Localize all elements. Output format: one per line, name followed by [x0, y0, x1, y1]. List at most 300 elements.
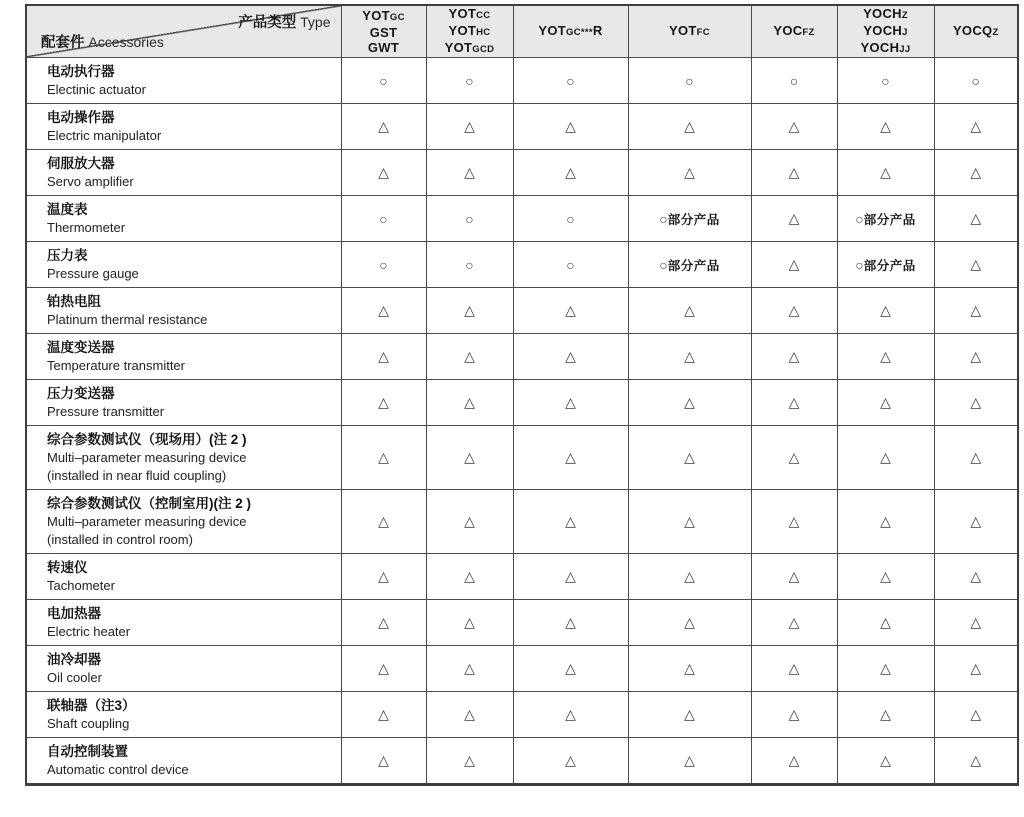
- row-label-cn: 综合参数测试仪（控制室用)(注 2 ): [47, 496, 251, 511]
- table-row: [26, 692, 1018, 738]
- triangle-symbol: △: [464, 164, 475, 180]
- symbol-cell: [628, 242, 751, 288]
- row-label: [26, 334, 341, 380]
- symbol-cell: [513, 58, 628, 104]
- table-row: [26, 288, 1018, 334]
- table-row: [26, 104, 1018, 150]
- col-yotgc-star-r: [513, 5, 628, 58]
- symbol-cell: [934, 58, 1018, 104]
- triangle-symbol: △: [464, 513, 475, 529]
- symbol-cell: [934, 646, 1018, 692]
- triangle-symbol: △: [378, 614, 389, 630]
- symbol-cell: [426, 646, 513, 692]
- row-label: [26, 242, 341, 288]
- symbol-cell: [341, 196, 426, 242]
- triangle-symbol: △: [565, 752, 576, 768]
- row-label: [26, 104, 341, 150]
- table-body: [26, 58, 1018, 785]
- row-label-cn: 综合参数测试仪（现场用）(注 2 ): [47, 432, 247, 447]
- triangle-symbol: △: [378, 752, 389, 768]
- symbol-cell: [751, 692, 837, 738]
- triangle-symbol: △: [788, 449, 800, 465]
- circle-symbol: ○: [379, 210, 388, 227]
- model-suffix: JJ: [899, 44, 911, 55]
- triangle-symbol: △: [788, 210, 800, 226]
- row-label-cn: 温度表: [47, 202, 88, 217]
- row-label-cn: 压力变送器: [47, 386, 115, 401]
- triangle-symbol: △: [684, 660, 695, 676]
- col-yotgc-gst-gwt: [341, 5, 426, 58]
- model-suffix: ***: [580, 27, 593, 38]
- model-suffix: GC: [566, 27, 581, 38]
- triangle-symbol: △: [970, 614, 982, 630]
- triangle-symbol: △: [970, 210, 982, 226]
- symbol-cell: [628, 104, 751, 150]
- row-label-en: Oil cooler: [47, 670, 102, 685]
- model-name: YOCH: [863, 23, 903, 38]
- symbol-cell: [751, 380, 837, 426]
- partial-products-label: 部分产品: [667, 258, 720, 273]
- triangle-symbol: △: [880, 394, 891, 410]
- triangle-symbol: △: [880, 568, 891, 584]
- triangle-symbol: △: [565, 660, 576, 676]
- symbol-cell: [513, 738, 628, 785]
- symbol-cell: [751, 490, 837, 554]
- row-label: [26, 554, 341, 600]
- table-row: [26, 196, 1018, 242]
- row-label: [26, 196, 341, 242]
- circle-symbol: ○: [465, 256, 474, 273]
- symbol-cell: [751, 426, 837, 490]
- triangle-symbol: △: [788, 164, 800, 180]
- column-header-line: [514, 23, 628, 40]
- triangle-symbol: △: [565, 302, 576, 318]
- row-label-cn: 联轴器（注3）: [47, 698, 136, 713]
- row-label-cn: 压力表: [47, 248, 88, 263]
- symbol-cell: [341, 554, 426, 600]
- col-yochz-yochj-yochjj: [837, 5, 934, 58]
- symbol-cell: [426, 288, 513, 334]
- triangle-symbol: △: [970, 513, 982, 529]
- symbol-cell: [426, 242, 513, 288]
- circle-symbol: ○: [789, 72, 799, 89]
- symbol-cell: [751, 58, 837, 104]
- symbol-cell: [751, 104, 837, 150]
- triangle-symbol: △: [880, 706, 891, 722]
- triangle-symbol: △: [464, 614, 475, 630]
- triangle-symbol: △: [684, 302, 695, 318]
- symbol-cell: [934, 738, 1018, 785]
- symbol-cell: [513, 692, 628, 738]
- symbol-cell: [513, 288, 628, 334]
- column-header-line: [629, 23, 751, 40]
- symbol-cell: [934, 104, 1018, 150]
- circle-symbol: ○: [566, 256, 575, 273]
- symbol-cell: [628, 646, 751, 692]
- model-name: YOT: [444, 40, 473, 55]
- symbol-cell: [628, 426, 751, 490]
- triangle-symbol: △: [970, 394, 982, 410]
- row-label-en: Servo amplifier: [47, 174, 134, 189]
- triangle-symbol: △: [880, 513, 891, 529]
- circle-symbol: ○: [659, 256, 668, 273]
- row-label: [26, 380, 341, 426]
- triangle-symbol: △: [378, 348, 389, 364]
- symbol-cell: [934, 196, 1018, 242]
- model-suffix: Z: [901, 10, 908, 21]
- triangle-symbol: △: [565, 614, 576, 630]
- product-type-en: Type: [300, 14, 331, 30]
- triangle-symbol: △: [880, 660, 891, 676]
- model-suffix: GCD: [472, 44, 495, 55]
- row-label-en: (installed in control room): [47, 532, 193, 547]
- row-label-en: Automatic control device: [47, 762, 189, 777]
- triangle-symbol: △: [788, 348, 800, 364]
- symbol-cell: [513, 600, 628, 646]
- triangle-symbol: △: [684, 164, 695, 180]
- model-name: YOT: [448, 23, 477, 38]
- symbol-cell: [837, 104, 934, 150]
- symbol-cell: [341, 646, 426, 692]
- symbol-cell: [628, 58, 751, 104]
- model-name: YOT: [448, 6, 477, 21]
- model-name: YOC: [773, 23, 803, 38]
- symbol-cell: [837, 554, 934, 600]
- triangle-symbol: △: [565, 394, 576, 410]
- row-label: [26, 490, 341, 554]
- symbol-cell: [751, 150, 837, 196]
- symbol-cell: [513, 380, 628, 426]
- col-yotcc-yothc-yotgcd: [426, 5, 513, 58]
- triangle-symbol: △: [788, 118, 800, 134]
- symbol-cell: [934, 692, 1018, 738]
- partial-products-label: 部分产品: [667, 212, 720, 227]
- symbol-cell: [426, 334, 513, 380]
- symbol-cell: [934, 334, 1018, 380]
- symbol-cell: [751, 600, 837, 646]
- row-label-en: Temperature transmitter: [47, 358, 185, 373]
- symbol-cell: [934, 288, 1018, 334]
- table-row: [26, 58, 1018, 104]
- symbol-cell: [751, 288, 837, 334]
- row-label-cn: 伺服放大器: [47, 156, 115, 171]
- symbol-cell: [628, 554, 751, 600]
- triangle-symbol: △: [464, 394, 475, 410]
- triangle-symbol: △: [684, 348, 695, 364]
- row-label-en: Shaft coupling: [47, 716, 130, 731]
- circle-symbol: ○: [379, 256, 388, 273]
- symbol-cell: [934, 242, 1018, 288]
- symbol-cell: [934, 150, 1018, 196]
- symbol-cell: [341, 738, 426, 785]
- row-label-en: Thermometer: [47, 220, 126, 235]
- symbol-cell: [628, 150, 751, 196]
- header-row: [26, 5, 1018, 58]
- symbol-cell: [628, 380, 751, 426]
- triangle-symbol: △: [788, 614, 800, 630]
- triangle-symbol: △: [788, 706, 800, 722]
- triangle-symbol: △: [788, 394, 800, 410]
- symbol-cell: [513, 554, 628, 600]
- row-label-cn: 电动操作器: [47, 110, 115, 125]
- symbol-cell: [837, 288, 934, 334]
- triangle-symbol: △: [788, 752, 800, 768]
- triangle-symbol: △: [684, 513, 695, 529]
- triangle-symbol: △: [788, 513, 800, 529]
- triangle-symbol: △: [464, 706, 475, 722]
- row-label-en: (installed in near fluid coupling): [47, 468, 227, 483]
- model-name: GST: [369, 25, 398, 40]
- symbol-cell: [837, 600, 934, 646]
- symbol-cell: [837, 196, 934, 242]
- triangle-symbol: △: [378, 118, 389, 134]
- triangle-symbol: △: [684, 752, 695, 768]
- row-label-en: Pressure gauge: [47, 266, 139, 281]
- triangle-symbol: △: [378, 513, 389, 529]
- col-yotfc: [628, 5, 751, 58]
- symbol-cell: [751, 554, 837, 600]
- corner-product-type-label: [238, 11, 330, 32]
- circle-symbol: ○: [465, 72, 474, 89]
- triangle-symbol: △: [565, 348, 576, 364]
- column-header-line: [342, 25, 426, 40]
- symbol-cell: [628, 738, 751, 785]
- circle-symbol: ○: [566, 210, 575, 227]
- triangle-symbol: △: [464, 348, 475, 364]
- row-label-cn: 油冷却器: [47, 652, 101, 667]
- row-label-cn: 电加热器: [47, 606, 101, 621]
- col-yocqz: [934, 5, 1018, 58]
- column-header-line: [752, 23, 837, 40]
- triangle-symbol: △: [565, 706, 576, 722]
- column-header-line: [838, 40, 934, 57]
- triangle-symbol: △: [970, 164, 982, 180]
- model-name: YOT: [538, 23, 567, 38]
- row-label: [26, 692, 341, 738]
- symbol-cell: [513, 646, 628, 692]
- model-suffix: GC: [389, 12, 405, 23]
- model-name: YOCQ: [952, 23, 993, 38]
- triangle-symbol: △: [970, 568, 982, 584]
- row-label: [26, 600, 341, 646]
- symbol-cell: [934, 600, 1018, 646]
- triangle-symbol: △: [565, 513, 576, 529]
- symbol-cell: [628, 334, 751, 380]
- symbol-cell: [751, 738, 837, 785]
- accessories-compatibility-table: [25, 4, 1019, 786]
- triangle-symbol: △: [880, 348, 891, 364]
- triangle-symbol: △: [970, 706, 982, 722]
- symbol-cell: [751, 646, 837, 692]
- triangle-symbol: △: [788, 568, 800, 584]
- triangle-symbol: △: [880, 449, 891, 465]
- row-label-cn: 铂热电阻: [47, 294, 101, 309]
- triangle-symbol: △: [378, 660, 389, 676]
- symbol-cell: [341, 58, 426, 104]
- table-row: [26, 646, 1018, 692]
- triangle-symbol: △: [464, 660, 475, 676]
- triangle-symbol: △: [684, 449, 695, 465]
- model-name: YOCH: [860, 40, 900, 55]
- symbol-cell: [341, 490, 426, 554]
- triangle-symbol: △: [880, 614, 891, 630]
- table-row: [26, 738, 1018, 785]
- triangle-symbol: △: [378, 568, 389, 584]
- row-label-en: Multi–parameter measuring device: [47, 450, 247, 465]
- model-name: YOT: [362, 8, 390, 23]
- table-row: [26, 554, 1018, 600]
- symbol-cell: [837, 692, 934, 738]
- model-name: GWT: [367, 40, 400, 55]
- triangle-symbol: △: [970, 348, 982, 364]
- triangle-symbol: △: [970, 256, 982, 272]
- triangle-symbol: △: [970, 752, 982, 768]
- corner-diagonal-cell: [26, 5, 341, 58]
- triangle-symbol: △: [970, 660, 982, 676]
- circle-symbol: ○: [379, 72, 388, 89]
- symbol-cell: [426, 196, 513, 242]
- triangle-symbol: △: [464, 752, 475, 768]
- triangle-symbol: △: [565, 118, 576, 134]
- triangle-symbol: △: [565, 568, 576, 584]
- accessories-en: Accessories: [88, 34, 164, 50]
- circle-symbol: ○: [685, 72, 694, 89]
- row-label: [26, 288, 341, 334]
- table-row: [26, 380, 1018, 426]
- row-label-en: Pressure transmitter: [47, 404, 165, 419]
- triangle-symbol: △: [565, 449, 576, 465]
- triangle-symbol: △: [880, 302, 891, 318]
- column-header-line: [427, 23, 513, 40]
- symbol-cell: [934, 490, 1018, 554]
- symbol-cell: [837, 150, 934, 196]
- triangle-symbol: △: [378, 302, 389, 318]
- symbol-cell: [837, 58, 934, 104]
- triangle-symbol: △: [788, 660, 800, 676]
- row-label: [26, 58, 341, 104]
- partial-products-label: 部分产品: [863, 212, 916, 227]
- row-label: [26, 738, 341, 785]
- triangle-symbol: △: [970, 118, 982, 134]
- triangle-symbol: △: [880, 164, 891, 180]
- symbol-cell: [513, 150, 628, 196]
- symbol-cell: [341, 242, 426, 288]
- triangle-symbol: △: [970, 449, 982, 465]
- symbol-cell: [426, 692, 513, 738]
- triangle-symbol: △: [970, 302, 982, 318]
- circle-symbol: ○: [971, 72, 980, 89]
- model-name: YOCH: [863, 6, 902, 21]
- model-name: YOT: [669, 23, 697, 38]
- triangle-symbol: △: [378, 394, 389, 410]
- table-row: [26, 242, 1018, 288]
- symbol-cell: [628, 600, 751, 646]
- triangle-symbol: △: [684, 118, 695, 134]
- row-label: [26, 150, 341, 196]
- triangle-symbol: △: [684, 394, 695, 410]
- circle-symbol: ○: [855, 256, 864, 273]
- row-label-cn: 自动控制装置: [47, 744, 128, 759]
- symbol-cell: [513, 490, 628, 554]
- symbol-cell: [513, 426, 628, 490]
- symbol-cell: [837, 738, 934, 785]
- column-header-line: [342, 8, 426, 25]
- model-name: R: [592, 23, 603, 38]
- row-label-en: Electric manipulator: [47, 128, 162, 143]
- symbol-cell: [426, 104, 513, 150]
- symbol-cell: [934, 554, 1018, 600]
- symbol-cell: [751, 242, 837, 288]
- triangle-symbol: △: [464, 118, 475, 134]
- circle-symbol: ○: [855, 210, 864, 227]
- column-header-line: [838, 6, 934, 23]
- symbol-cell: [513, 242, 628, 288]
- model-suffix: J: [902, 27, 908, 38]
- symbol-cell: [513, 196, 628, 242]
- model-suffix: FZ: [802, 27, 815, 38]
- row-label-cn: 温度变送器: [47, 340, 115, 355]
- symbol-cell: [934, 426, 1018, 490]
- symbol-cell: [513, 104, 628, 150]
- column-header-line: [427, 40, 513, 57]
- row-label: [26, 426, 341, 490]
- symbol-cell: [341, 104, 426, 150]
- symbol-cell: [751, 196, 837, 242]
- model-suffix: HC: [476, 27, 491, 38]
- table-row: [26, 600, 1018, 646]
- symbol-cell: [426, 58, 513, 104]
- symbol-cell: [513, 334, 628, 380]
- triangle-symbol: △: [565, 164, 576, 180]
- symbol-cell: [341, 426, 426, 490]
- symbol-cell: [628, 490, 751, 554]
- corner-accessories-label: [41, 31, 164, 52]
- column-header-line: [427, 6, 513, 23]
- circle-symbol: ○: [465, 210, 474, 227]
- row-label-en: Tachometer: [47, 578, 115, 593]
- triangle-symbol: △: [378, 449, 389, 465]
- table-row: [26, 426, 1018, 490]
- triangle-symbol: △: [880, 118, 891, 134]
- partial-products-label: 部分产品: [863, 258, 916, 273]
- symbol-cell: [837, 646, 934, 692]
- col-yocfz: [751, 5, 837, 58]
- row-label-en: Platinum thermal resistance: [47, 312, 208, 327]
- triangle-symbol: △: [880, 752, 891, 768]
- table-row: [26, 490, 1018, 554]
- triangle-symbol: △: [464, 449, 475, 465]
- circle-symbol: ○: [659, 210, 668, 227]
- row-label-en: Multi–parameter measuring device: [47, 514, 247, 529]
- symbol-cell: [934, 380, 1018, 426]
- table-row: [26, 150, 1018, 196]
- row-label: [26, 646, 341, 692]
- column-header-line: [935, 23, 1018, 40]
- symbol-cell: [426, 490, 513, 554]
- product-type-cn: 产品类型: [238, 15, 297, 31]
- symbol-cell: [341, 288, 426, 334]
- symbol-cell: [837, 380, 934, 426]
- row-label-cn: 电动执行器: [47, 64, 115, 79]
- symbol-cell: [341, 600, 426, 646]
- symbol-cell: [341, 380, 426, 426]
- symbol-cell: [837, 490, 934, 554]
- symbol-cell: [837, 242, 934, 288]
- symbol-cell: [426, 150, 513, 196]
- symbol-cell: [628, 692, 751, 738]
- symbol-cell: [426, 600, 513, 646]
- column-header-line: [838, 23, 934, 40]
